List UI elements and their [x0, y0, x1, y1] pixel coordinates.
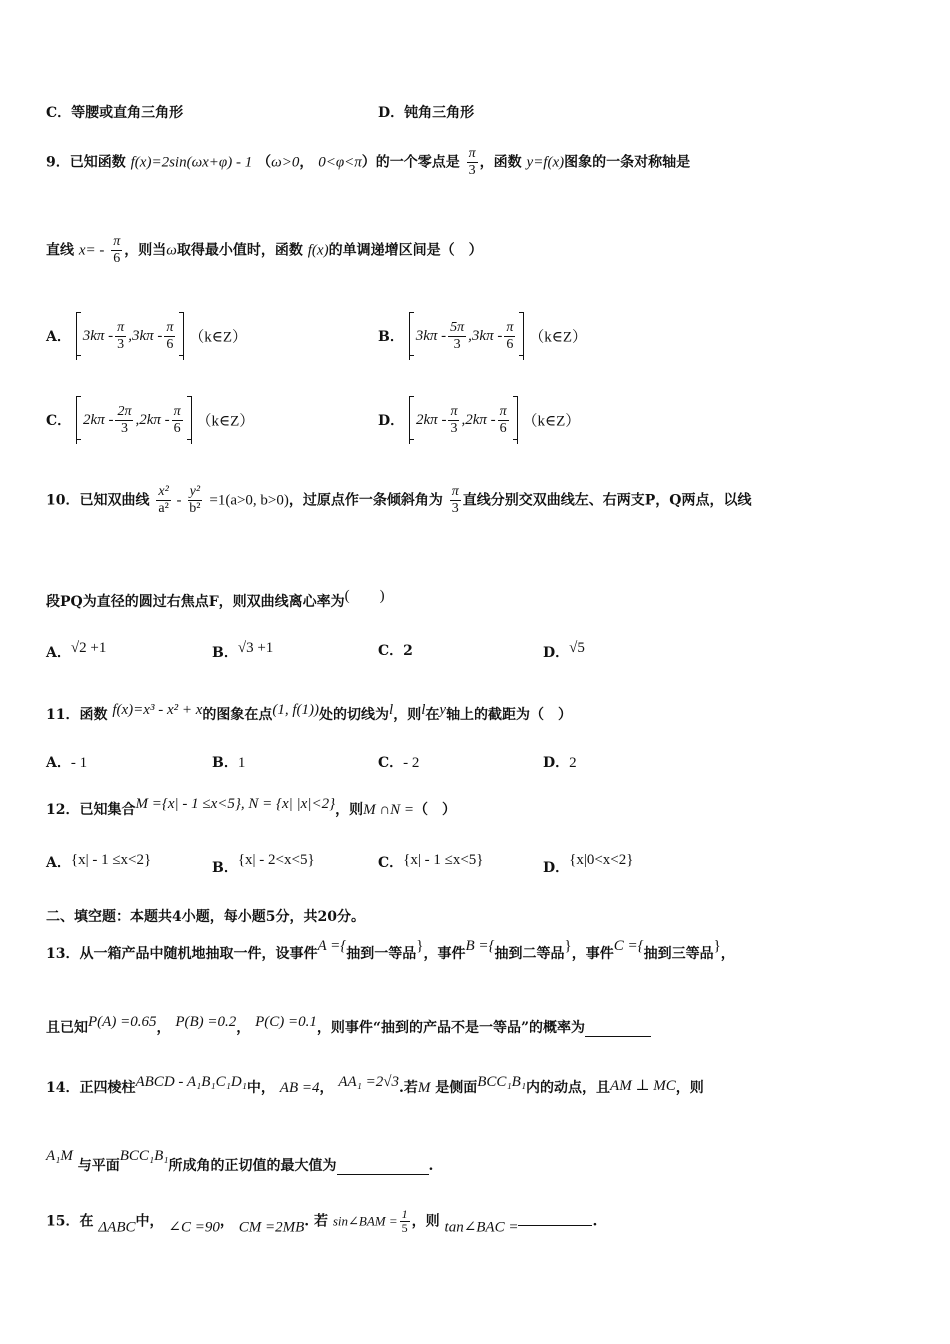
interval [76, 312, 185, 360]
option-label: B． [378, 329, 404, 345]
option-label: A． [46, 329, 71, 345]
option-value: {x| - 2<x<5} [237, 852, 315, 868]
option-text: 等腰或直角三角形 [71, 105, 184, 121]
text: ， [720, 946, 735, 962]
text: ， [219, 1213, 234, 1230]
math-expression: 2kπ - [416, 411, 447, 428]
text: . [428, 1158, 434, 1174]
option-value: √3 +1 [237, 640, 274, 656]
option-label: B． [212, 860, 238, 876]
integer-condition: （k∈Z） [522, 413, 581, 430]
text: 从一箱产品中随机地抽取一件，设事件 [79, 946, 318, 962]
q9-option-b [378, 312, 587, 360]
option-label: C． [378, 643, 404, 659]
math-symbol: y [439, 702, 447, 718]
math-expression: x= - [78, 242, 105, 259]
text: ， [236, 1020, 251, 1036]
math-sets: M ={x| - 1 ≤x<5}, N = {x| |x|<2} [135, 796, 336, 812]
math-brace: } [713, 938, 721, 954]
text: 的图象在点 [202, 707, 273, 723]
math-function: y=f(x) [526, 154, 565, 171]
q12-option-a [46, 852, 151, 872]
text: .若 [399, 1080, 418, 1096]
text: 中， [135, 1213, 164, 1230]
question-number: 9． [46, 154, 70, 171]
denominator: 6 [166, 336, 174, 352]
math-prism: ABCD - A₁B₁C₁D₁ [135, 1074, 247, 1090]
denominator: 3 [453, 336, 461, 352]
interval [76, 396, 192, 444]
q12-option-c [378, 852, 484, 872]
numerator: π [451, 484, 459, 499]
q12-option-b [212, 852, 315, 877]
math-expression: ∠C =90 [168, 1219, 220, 1236]
option-value: - 2 [403, 755, 420, 771]
question-number: 10． [46, 492, 80, 509]
answer-blank[interactable] [585, 1022, 651, 1037]
q9-stem-line1 [46, 146, 910, 179]
question-number: 11． [46, 707, 80, 723]
integer-condition: （k∈Z） [529, 329, 587, 346]
option-value: {x|0<x<2} [569, 852, 634, 868]
option-value: {x| - 1 ≤x<2} [70, 852, 152, 868]
option-label: C． [378, 855, 404, 871]
math-condition: ω>0 [271, 154, 300, 171]
fraction [498, 404, 509, 437]
answer-blank[interactable] [518, 1215, 592, 1226]
q9-option-d [378, 396, 580, 444]
math-condition: 0<φ<π [318, 154, 362, 171]
math-expression: ,2kπ - [135, 411, 170, 428]
q12-option-d [543, 852, 633, 877]
text: 抽到二等品 [494, 946, 565, 962]
math-symbol: M [417, 1080, 431, 1096]
q11-option-b [212, 752, 245, 772]
math-expression: ,3kπ - [468, 327, 503, 344]
fraction [164, 320, 175, 353]
q11-option-c [378, 752, 419, 772]
math-expression: M ∩N = [363, 802, 415, 818]
text: 直线 [46, 242, 74, 259]
option-label: C． [46, 105, 72, 121]
numerator: π [117, 319, 125, 335]
fraction [504, 320, 515, 353]
option-label: D． [378, 105, 405, 121]
fraction [115, 404, 133, 437]
text: 的一个零点是 [375, 154, 460, 171]
math-expression: ,2kπ - [461, 411, 496, 428]
text: ，事件 [423, 946, 466, 962]
denominator: 3 [120, 420, 128, 436]
option-label: C． [378, 755, 404, 771]
fraction [448, 320, 466, 353]
text: ，函数 [479, 154, 522, 171]
q10-stem-line1 [46, 484, 910, 517]
numerator: 5π [450, 319, 465, 335]
math-function: f(x)=2sin(ωx+φ) - 1 [130, 154, 253, 171]
q13-stem-line1 [46, 938, 910, 963]
denominator: a² [158, 501, 169, 516]
denominator: 6 [173, 420, 181, 436]
numerator: x² [158, 484, 169, 499]
q12-stem [46, 796, 910, 819]
math-expression: =1(a>0, b>0) [209, 492, 289, 509]
fraction [115, 320, 126, 353]
option-label: D． [543, 645, 570, 661]
math-face: BCC₁B₁ [477, 1074, 527, 1090]
option-value: - 1 [70, 755, 88, 771]
numerator: 2π [117, 403, 132, 419]
text: 在 [79, 1213, 94, 1230]
math-expression: AM ⊥ MC [610, 1078, 676, 1094]
math-function: f(x)=x³ - x² + x [112, 702, 203, 718]
interval [409, 396, 518, 444]
option-text: 钝角三角形 [404, 105, 475, 121]
text: 正四棱柱 [79, 1080, 136, 1096]
question-number: 15． [46, 1213, 80, 1230]
q10-option-c [378, 640, 413, 660]
text: ，则 [393, 707, 422, 723]
numerator: π [450, 403, 458, 419]
q14-stem-line2 [46, 1148, 910, 1175]
q10-stem-line2 [46, 584, 910, 611]
text: 且已知 [46, 1020, 88, 1036]
numerator: π [113, 234, 121, 249]
q14-stem-line1 [46, 1074, 910, 1097]
denominator: 6 [499, 420, 507, 436]
numerator: 1 [401, 1207, 408, 1221]
numerator: π [166, 319, 174, 335]
fraction [187, 484, 202, 517]
numerator: π [506, 319, 514, 335]
answer-blank[interactable] [337, 1160, 429, 1175]
q9-stem-line2 [46, 234, 910, 267]
text: ，则 [411, 1213, 440, 1230]
math-probability: P(B) =0.2 [175, 1014, 237, 1030]
answer-paren: ( ) [344, 588, 385, 604]
math-symbol: l [389, 702, 394, 718]
math-expression: tan∠BAC = [444, 1219, 519, 1236]
option-label: D． [378, 413, 405, 429]
text: 抽到一等品 [346, 946, 417, 962]
math-triangle: ΔABC [98, 1219, 136, 1236]
q10-option-a [46, 640, 106, 662]
option-value: 2 [403, 643, 413, 659]
math-expression: ,3kπ - [128, 327, 163, 344]
numerator: π [499, 403, 507, 419]
option-label: C． [46, 413, 72, 429]
text: （ ） [414, 802, 457, 818]
text: 已知集合 [79, 802, 136, 818]
q10-option-b [212, 640, 273, 662]
math-expression: 2kπ - [83, 411, 114, 428]
question-number: 13． [46, 946, 80, 962]
text: . 若 [304, 1213, 328, 1230]
text: . [592, 1213, 598, 1230]
math-expression: AB =4 [279, 1080, 320, 1096]
text: 已知函数 [69, 154, 126, 171]
text: 与平面 [77, 1158, 120, 1174]
text: ，事件 [571, 946, 614, 962]
math-symbol: ω [166, 242, 177, 259]
option-label: A． [46, 855, 71, 871]
text: ，过原点作一条倾斜角为 [288, 492, 443, 509]
text: 的单调递增区间是（ ） [328, 242, 483, 259]
text: 轴上的截距为（ ） [446, 707, 573, 723]
numerator: π [468, 146, 476, 161]
denominator: 3 [451, 501, 459, 516]
option-label: D． [543, 860, 570, 876]
text: ，则 [335, 802, 364, 818]
q8-option-c [46, 102, 183, 122]
option-value: 1 [237, 755, 246, 771]
q11-stem [46, 702, 910, 724]
option-label: A． [46, 755, 71, 771]
text: 处的切线为 [319, 707, 390, 723]
text: 是侧面 [435, 1080, 478, 1096]
text: 内的动点，且 [526, 1080, 611, 1096]
text: ，则 [675, 1080, 704, 1096]
math-expression: 3kπ - [415, 327, 447, 344]
text: ） [361, 154, 376, 171]
q8-option-d [378, 102, 474, 122]
integer-condition: （k∈Z） [196, 413, 255, 430]
integer-condition: （k∈Z） [189, 329, 248, 346]
fraction [450, 484, 461, 517]
q10-option-d [543, 640, 585, 662]
math-point: (1, f(1)) [272, 702, 320, 718]
q9-option-c [46, 396, 254, 444]
fraction [448, 404, 459, 437]
numerator: y² [189, 484, 201, 499]
math-event: C ={ [613, 938, 644, 954]
math-probability: P(A) =0.65 [88, 1014, 157, 1030]
q9-option-a [46, 312, 247, 360]
math-probability: P(C) =0.1 [255, 1014, 317, 1030]
text: ， [319, 1080, 334, 1096]
section-heading: 二、填空题：本题共4小题，每小题5分，共20分。 [46, 909, 365, 925]
math-segment: A₁M [46, 1148, 73, 1164]
q13-stem-line2 [46, 1014, 910, 1037]
text: 图象的一条对称轴是 [564, 154, 691, 171]
text: 函数 [79, 707, 108, 723]
denominator: 5 [401, 1221, 408, 1235]
fraction [467, 146, 478, 179]
interval [409, 312, 525, 360]
denominator: 3 [117, 336, 125, 352]
text: 抽到三等品 [643, 946, 714, 962]
text: ， [299, 154, 314, 171]
text: 在 [425, 707, 440, 723]
math-expression: 3kπ - [82, 327, 114, 344]
denominator: 3 [450, 420, 458, 436]
option-label: A． [46, 645, 71, 661]
math-symbol: l [421, 702, 426, 718]
text: 段PQ为直径的圆过右焦点F，则双曲线离心率为 [46, 594, 345, 610]
question-number: 14． [46, 1080, 80, 1096]
math-expression: AA₁ =2√3 [338, 1074, 400, 1090]
text: 中， [246, 1080, 275, 1096]
text: 已知双曲线 [79, 492, 150, 509]
option-value: √2 +1 [70, 640, 107, 656]
option-label: D． [543, 755, 570, 771]
math-event: B ={ [465, 938, 495, 954]
denominator: 3 [468, 163, 476, 178]
denominator: b² [189, 501, 201, 516]
option-label: B． [212, 645, 238, 661]
numerator: π [173, 403, 181, 419]
denominator: 6 [506, 336, 514, 352]
fraction [111, 234, 122, 267]
text: 取得最小值时，函数 [176, 242, 303, 259]
math-expression: CM =2MB [238, 1219, 305, 1236]
math-operator: - [172, 492, 186, 509]
text: 直线分别交双曲线左、右两支P，Q两点，以线 [462, 492, 752, 509]
text: ，则当 [124, 242, 167, 259]
q11-option-a [46, 752, 87, 772]
option-label: B． [212, 755, 238, 771]
q15-stem [46, 1208, 910, 1237]
q11-option-d [543, 752, 577, 772]
fraction [400, 1208, 410, 1235]
text: 所成角的正切值的最大值为 [168, 1158, 337, 1174]
math-brace: } [564, 938, 572, 954]
math-event: A ={ [317, 938, 347, 954]
option-value: {x| - 1 ≤x<5} [403, 852, 484, 868]
option-value: 2 [569, 755, 577, 771]
math-function: f(x) [307, 242, 329, 259]
math-face: BCC₁B₁ [119, 1148, 169, 1164]
option-value: √5 [569, 640, 585, 656]
denominator: 6 [113, 251, 121, 266]
text: （ [257, 154, 272, 171]
fraction [156, 484, 170, 517]
text: ，则事件“抽到的产品不是一等品”的概率为 [316, 1020, 586, 1036]
math-brace: } [416, 938, 424, 954]
math-expression: sin∠BAM = [332, 1213, 398, 1229]
text: ， [156, 1020, 171, 1036]
fraction [172, 404, 183, 437]
question-number: 12． [46, 802, 80, 818]
